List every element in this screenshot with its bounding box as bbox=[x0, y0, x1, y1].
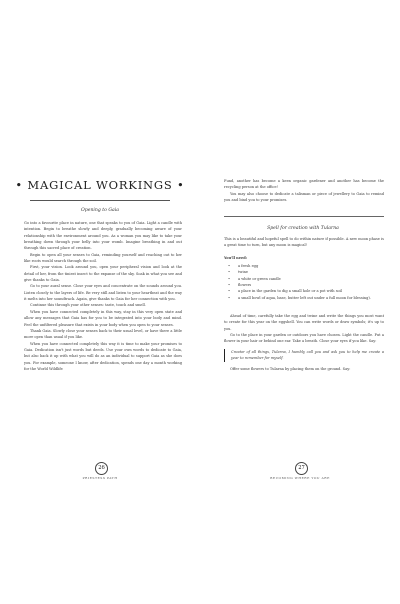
title-rule bbox=[30, 200, 170, 201]
running-head-right: BECOMING WHERE YOU ARE bbox=[270, 476, 330, 480]
list-item: • a small bowl of aqua, base, butter left out under a full moon for blessing). bbox=[224, 295, 384, 301]
incantation-quote bbox=[224, 349, 384, 362]
list-item: • a place in the garden to dig a small hole or a pot with soil bbox=[224, 288, 384, 294]
paragraph: Fund, another has become a keen organic gardener and another has become the recycling person at the office! bbox=[224, 179, 384, 190]
section-title-spell: Spell for creation with Tularna bbox=[267, 226, 339, 231]
paragraph: Offer some flowers to Tularna by placing them on the ground. Say: bbox=[230, 366, 351, 371]
page-number-left: 26 bbox=[95, 462, 108, 475]
paragraph: Go to your aural sense. Close your eyes and concentrate on the sounds around you. Listen closely to the layers of life. Be very still and listen to your heartbeat and the way it melts into her soundtrack. Again, give thanks to Gaia for her connection with you. bbox=[24, 284, 182, 302]
paragraph: Begin to open all your senses to Gaia, reminding yourself and reaching out to her like roots would search through the soil. bbox=[24, 252, 182, 264]
chapter-title: • MAGICAL WORKINGS • bbox=[15, 178, 185, 192]
paragraph: Ahead of time, carefully take the egg and twine and write the things you most want to create for this year on the eggshell. You can write words or draw symbols; it's up to you. bbox=[224, 314, 384, 331]
intro-paragraph: This is a beautiful and hopeful spell to do within nature if possible. A new moon phase is a great time to turn, but any moon is magical! bbox=[224, 237, 384, 248]
section-title-opening-to-gaia: Opening to Gaia bbox=[81, 208, 119, 213]
left-body-text bbox=[24, 220, 182, 372]
page-number-right: 27 bbox=[295, 462, 308, 475]
ingredient-list bbox=[224, 263, 384, 301]
paragraph: Go to the place in your garden or outdoors you have chosen. Light the candle. Put a flower in your hair or behind one ear. Take a breath. Close your eyes if you like. Say: bbox=[224, 333, 384, 344]
right-top-text bbox=[224, 178, 384, 203]
right-body-text bbox=[224, 236, 384, 372]
paragraph: Thank Gaia. Slowly close your senses back to their usual level, or have there a little more open than usual if you like. bbox=[24, 328, 182, 340]
quote-text: Creator of all things, Tularna, I humbly call you and ask you to help me create a year to remember for myself. bbox=[231, 349, 384, 361]
list-item: • a fresh egg bbox=[224, 263, 384, 269]
list-item: • a white or green candle bbox=[224, 276, 384, 282]
section-divider bbox=[224, 216, 384, 217]
paragraph: First, your vision. Look around you, open your peripheral vision and look at the detail of her, from the tiniest insect to the expanse of the sky. Soak in what you see and give thanks to Gaia. bbox=[24, 265, 182, 283]
list-item: • twine bbox=[224, 269, 384, 275]
right-page bbox=[200, 0, 400, 604]
paragraph: When you have connected completely in this way, stay in this very open state and allow any messages that Gaia has for you to be integrated into your body and mind. Feel the unfiltered pleasure that exists in your body when you open to your senses. bbox=[24, 309, 182, 327]
paragraph: Continue this through your other senses: taste, touch and smell. bbox=[30, 303, 146, 308]
you-need-label: You'll need: bbox=[224, 255, 248, 260]
paragraph: Go into a favourite place in nature, one that speaks to you of Gaia. Light a candle with intention. Begin to breathe slowly and deeply, gradually becoming aware of your relationship with the environment around you. As a woman you may like to take your breathing down through your belly into your womb. Imagine breathing in and out through this sacred place of creation. bbox=[24, 221, 182, 251]
paragraph: You may also choose to dedicate a talisman or piece of jewellery to Gaia to remind you and bind you to your promises. bbox=[224, 191, 384, 203]
list-item: • flowers bbox=[224, 282, 384, 288]
running-head-left: PRIESTESS PATH bbox=[82, 476, 118, 480]
paragraph: When you have connected completely this way it is time to make your promises to Gaia. Dedication isn't just words but deeds. Use your own words to dedicate to Gaia, but also back it up with what you will do as an individual to support Gaia as she does you. For example, someone I know, after dedication, spends one day a month working for the World Wildlife bbox=[24, 341, 182, 371]
